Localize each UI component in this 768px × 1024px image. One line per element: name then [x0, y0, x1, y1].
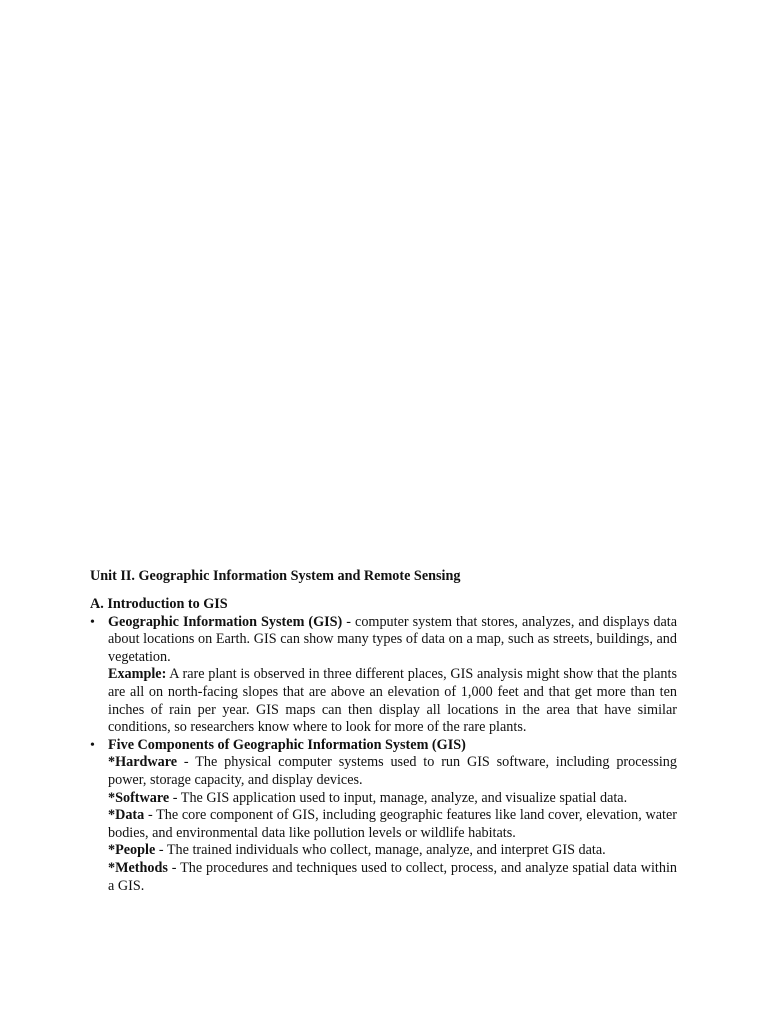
- component-people: [108, 842, 677, 860]
- unit-title: Unit II. Geographic Information System and Remote Sensing: [90, 568, 461, 584]
- component-methods: [108, 860, 677, 895]
- component-name: *Software: [108, 789, 170, 806]
- bullet-icon: •: [90, 614, 95, 630]
- components-heading: Five Components of Geographic Information System (GIS): [108, 736, 466, 753]
- component-desc: - The GIS application used to input, manage, analyze, and visualize spatial data.: [169, 789, 628, 806]
- component-desc: - The trained individuals who collect, manage, analyze, and interpret GIS data.: [155, 842, 606, 859]
- component-desc: - The core component of GIS, including geographic features like land cover, elevation, water bodies, and environmental data like pollution levels or wildlife habitats.: [108, 807, 677, 841]
- component-name: *Data: [108, 807, 145, 824]
- bullet-icon: •: [90, 737, 95, 753]
- example-text: A rare plant is observed in three different places, GIS analysis might show that the plants are all on north-facing slopes that are above an elevation of 1,000 feet and that get more than ten inches of rain per year. GIS maps can then display all locations in the area that have similar conditions, so researchers know where to look for more of the rare plants.: [108, 666, 677, 736]
- component-hardware: [108, 754, 677, 789]
- gis-example: [108, 666, 677, 736]
- component-name: *Hardware: [108, 754, 178, 771]
- list-item-five-components: [90, 737, 677, 895]
- list-item-gis-definition: [90, 614, 677, 737]
- component-desc: - The procedures and techniques used to collect, process, and analyze spatial data within a GIS.: [108, 859, 677, 894]
- example-label: Example:: [108, 666, 167, 683]
- document-body: [90, 568, 677, 895]
- gis-definition: [108, 614, 677, 667]
- term-label: Geographic Information System (GIS): [108, 613, 343, 630]
- term-definition: - computer system that stores, analyzes, and displays data about locations on Earth. GIS can show many types of data on a map, such as streets, buildings, and vegetation.: [108, 613, 678, 665]
- section-heading: A. Introduction to GIS: [90, 596, 228, 612]
- component-data: [108, 807, 677, 842]
- component-name: *People: [108, 842, 156, 859]
- component-desc: - The physical computer systems used to run GIS software, including processing power, storage capacity, and display devices.: [108, 754, 677, 788]
- component-name: *Methods: [108, 859, 168, 876]
- component-software: [108, 790, 677, 808]
- bullet-list: [90, 614, 677, 896]
